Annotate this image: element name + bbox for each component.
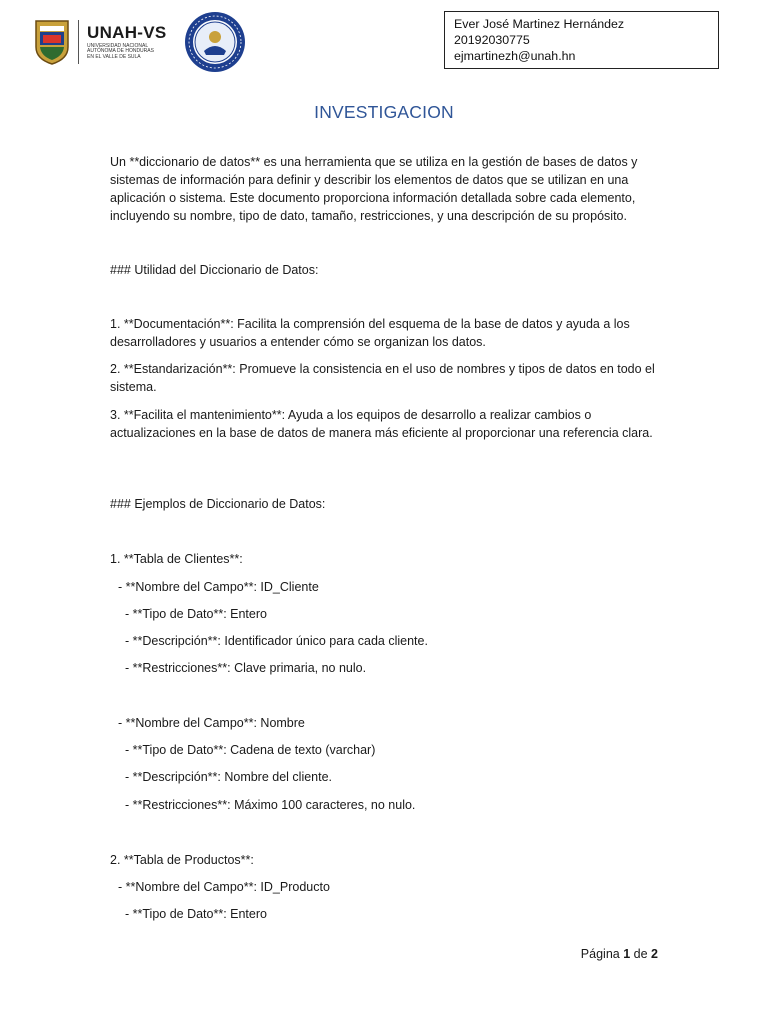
field-line: - **Tipo de Dato**: Entero <box>125 607 267 621</box>
table-clientes-title: 1. **Tabla de Clientes**: <box>110 552 243 566</box>
author-email: ejmartinezh@unah.hn <box>454 49 576 63</box>
unah-seal-icon <box>32 19 72 65</box>
intro-paragraph: Un **diccionario de datos** es una herramienta que se utiliza en la gestión de bases de datos y sistemas de información para definir y describir los elementos de datos que se utilizan en una aplicación o sistema. Este documento proporciona información detallada sobre cada elemento, incluyendo su nombre, tipo de dato, tamaño, restricciones, y una descripción de su propósito. <box>110 155 638 223</box>
author-name: Ever José Martinez Hernández <box>454 17 625 31</box>
field-line: - **Restricciones**: Máximo 100 caracteres, no nulo. <box>125 798 416 812</box>
utility-item-1: 1. **Documentación**: Facilita la comprensión del esquema de la base de datos y ayuda a los desarrolladores y usuarios a entender cómo se organizan los datos. <box>110 317 630 349</box>
org-subtitle: UNIVERSIDAD NACIONAL AUTÓNOMA DE HONDURAS EN EL VALLE DE SULA <box>87 42 154 60</box>
field-line: - **Descripción**: Identificador único para cada cliente. <box>125 634 428 648</box>
utility-heading: ### Utilidad del Diccionario de Datos: <box>110 263 319 277</box>
page-total: 2 <box>651 947 658 961</box>
org-name: UNAH-VS <box>87 22 167 42</box>
field-line: - **Nombre del Campo**: Nombre <box>118 716 305 730</box>
table-productos-title: 2. **Tabla de Productos**: <box>110 853 254 867</box>
page-number <box>581 947 658 961</box>
field-line: - **Restricciones**: Clave primaria, no nulo. <box>125 661 367 675</box>
unah-vs-logo <box>32 14 167 70</box>
page-of: de <box>633 947 648 961</box>
author-id: 20192030775 <box>454 33 530 47</box>
field-line: - **Nombre del Campo**: ID_Cliente <box>118 580 319 594</box>
field-line: - **Tipo de Dato**: Cadena de texto (varchar) <box>125 743 376 757</box>
page-label: Página <box>580 947 620 961</box>
field-line: - **Nombre del Campo**: ID_Producto <box>118 880 330 894</box>
utility-item-2: 2. **Estandarización**: Promueve la consistencia en el uso de nombres y tipos de datos en todo el sistema. <box>110 362 655 394</box>
utility-item-3: 3. **Facilita el mantenimiento**: Ayuda a los equipos de desarrollo a realizar cambios o actualizaciones en la base de datos de manera más eficiente al proporcionar una referencia clara. <box>110 408 653 440</box>
examples-heading: ### Ejemplos de Diccionario de Datos: <box>110 497 326 511</box>
field-line: - **Descripción**: Nombre del cliente. <box>125 770 333 784</box>
university-seal-icon <box>184 11 246 73</box>
field-line: - **Tipo de Dato**: Entero <box>125 907 267 921</box>
author-info-box <box>444 11 719 69</box>
document-title: INVESTIGACION <box>314 102 454 122</box>
page-current: 1 <box>623 947 631 961</box>
logo-divider <box>78 20 79 64</box>
